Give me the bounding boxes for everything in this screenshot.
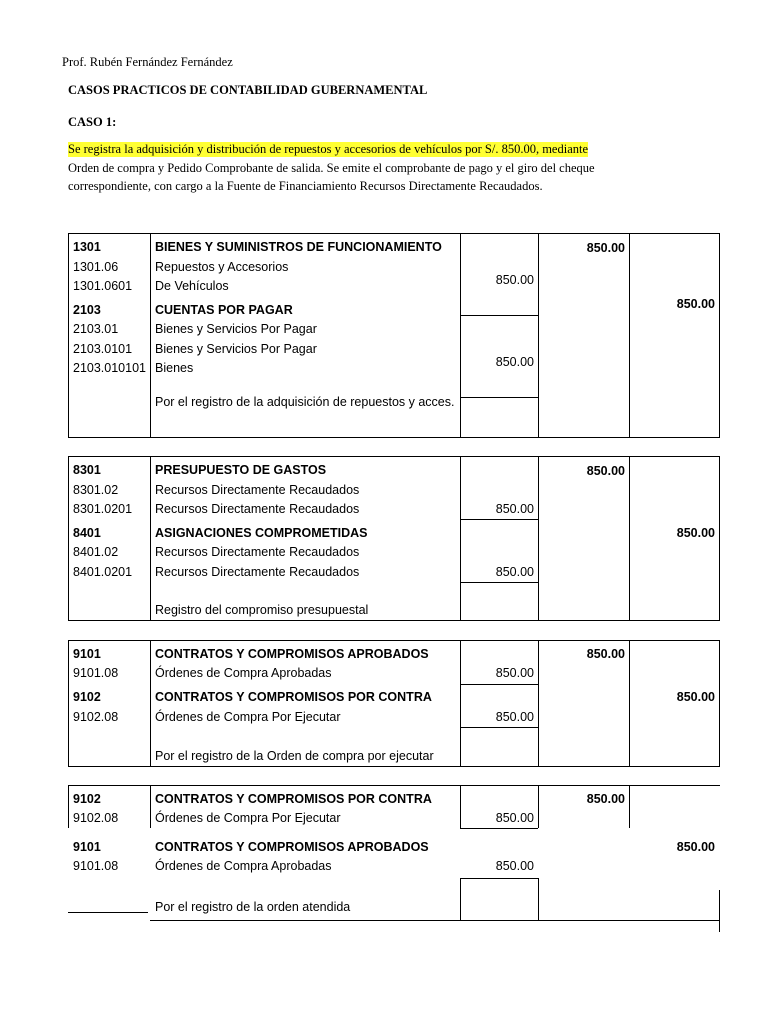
account-name: Órdenes de Compra Aprobadas: [155, 666, 332, 680]
account-name: Repuestos y Accesorios: [155, 260, 289, 274]
debit-amount: 850.00: [586, 792, 625, 806]
partial-amount: 850.00: [495, 859, 534, 873]
partial-amount: 850.00: [495, 565, 534, 579]
partial-amount: 850.00: [495, 273, 534, 287]
account-code: 9101.08: [73, 666, 119, 680]
account-name: Recursos Directamente Recaudados: [155, 483, 360, 497]
entry-gloss: Por el registro de la orden atendida: [155, 900, 351, 914]
credit-amount: 850.00: [676, 297, 715, 311]
case-description-line2: Orden de compra y Pedido Comprobante de salida. Se emite el comprobante de pago y el giro del cheque: [68, 161, 595, 175]
account-name: ASIGNACIONES COMPROMETIDAS: [155, 526, 368, 540]
account-code: 8301.0201: [73, 502, 133, 516]
account-code: 2103.0101: [73, 342, 133, 356]
account-code: 1301.0601: [73, 279, 133, 293]
entry-gloss: Por el registro de la Orden de compra por ejecutar: [155, 749, 434, 763]
account-code: 2103.010101: [73, 361, 146, 375]
partial-amount: 850.00: [495, 666, 534, 680]
partial-amount: 850.00: [495, 355, 534, 369]
account-name: CONTRATOS Y COMPROMISOS POR CONTRA: [155, 690, 432, 704]
account-code: 1301.06: [73, 260, 119, 274]
account-name: PRESUPUESTO DE GASTOS: [155, 463, 327, 477]
account-code: 9101: [73, 647, 101, 661]
account-name: Órdenes de Compra Aprobadas: [155, 859, 332, 873]
entry-gloss: Por el registro de la adquisición de repuestos y acces.: [155, 395, 455, 409]
credit-amount: 850.00: [676, 526, 715, 540]
account-code: 2103: [73, 303, 101, 317]
account-code: 8301: [73, 463, 101, 477]
account-name: CONTRATOS Y COMPROMISOS APROBADOS: [155, 647, 429, 661]
case-heading: CASO 1:: [68, 115, 117, 129]
partial-amount: 850.00: [495, 811, 534, 825]
entry-gloss: Registro del compromiso presupuestal: [155, 603, 369, 617]
case-description-highlighted: Se registra la adquisición y distribución de repuestos y accesorios de vehículos por S/. 850.00, mediante: [68, 142, 589, 156]
credit-amount: 850.00: [676, 690, 715, 704]
account-code: 1301: [73, 240, 101, 254]
account-code: 8401: [73, 526, 101, 540]
account-name: BIENES Y SUMINISTROS DE FUNCIONAMIENTO: [155, 240, 442, 254]
page-title: CASOS PRACTICOS DE CONTABILIDAD GUBERNAMENTAL: [68, 83, 428, 97]
account-name: De Vehículos: [155, 279, 229, 293]
account-name: Bienes: [155, 361, 194, 375]
account-code: 8401.0201: [73, 565, 133, 579]
account-name: Recursos Directamente Recaudados: [155, 545, 360, 559]
account-code: 9102.08: [73, 811, 119, 825]
partial-amount: 850.00: [495, 502, 534, 516]
account-code: 9102: [73, 792, 101, 806]
account-name: Recursos Directamente Recaudados: [155, 502, 360, 516]
case-description-line3: correspondiente, con cargo a la Fuente de Financiamiento Recursos Directamente Recaudados.: [68, 179, 543, 193]
debit-amount: 850.00: [586, 241, 625, 255]
account-name: Bienes y Servicios Por Pagar: [155, 322, 317, 336]
account-code: 9102.08: [73, 710, 119, 724]
account-code: 9102: [73, 690, 101, 704]
account-code: 9101.08: [73, 859, 119, 873]
account-name: Órdenes de Compra Por Ejecutar: [155, 811, 341, 825]
partial-amount: 850.00: [495, 710, 534, 724]
author-name: Prof. Rubén Fernández Fernández: [62, 55, 233, 69]
account-code: 2103.01: [73, 322, 119, 336]
account-name: CONTRATOS Y COMPROMISOS POR CONTRA: [155, 792, 432, 806]
account-code: 9101: [73, 840, 101, 854]
debit-amount: 850.00: [586, 464, 625, 478]
account-name: Recursos Directamente Recaudados: [155, 565, 360, 579]
account-name: Bienes y Servicios Por Pagar: [155, 342, 317, 356]
account-name: Órdenes de Compra Por Ejecutar: [155, 710, 341, 724]
account-code: 8301.02: [73, 483, 119, 497]
account-code: 8401.02: [73, 545, 119, 559]
credit-amount: 850.00: [676, 840, 715, 854]
debit-amount: 850.00: [586, 647, 625, 661]
account-name: CUENTAS POR PAGAR: [155, 303, 293, 317]
account-name: CONTRATOS Y COMPROMISOS APROBADOS: [155, 840, 429, 854]
